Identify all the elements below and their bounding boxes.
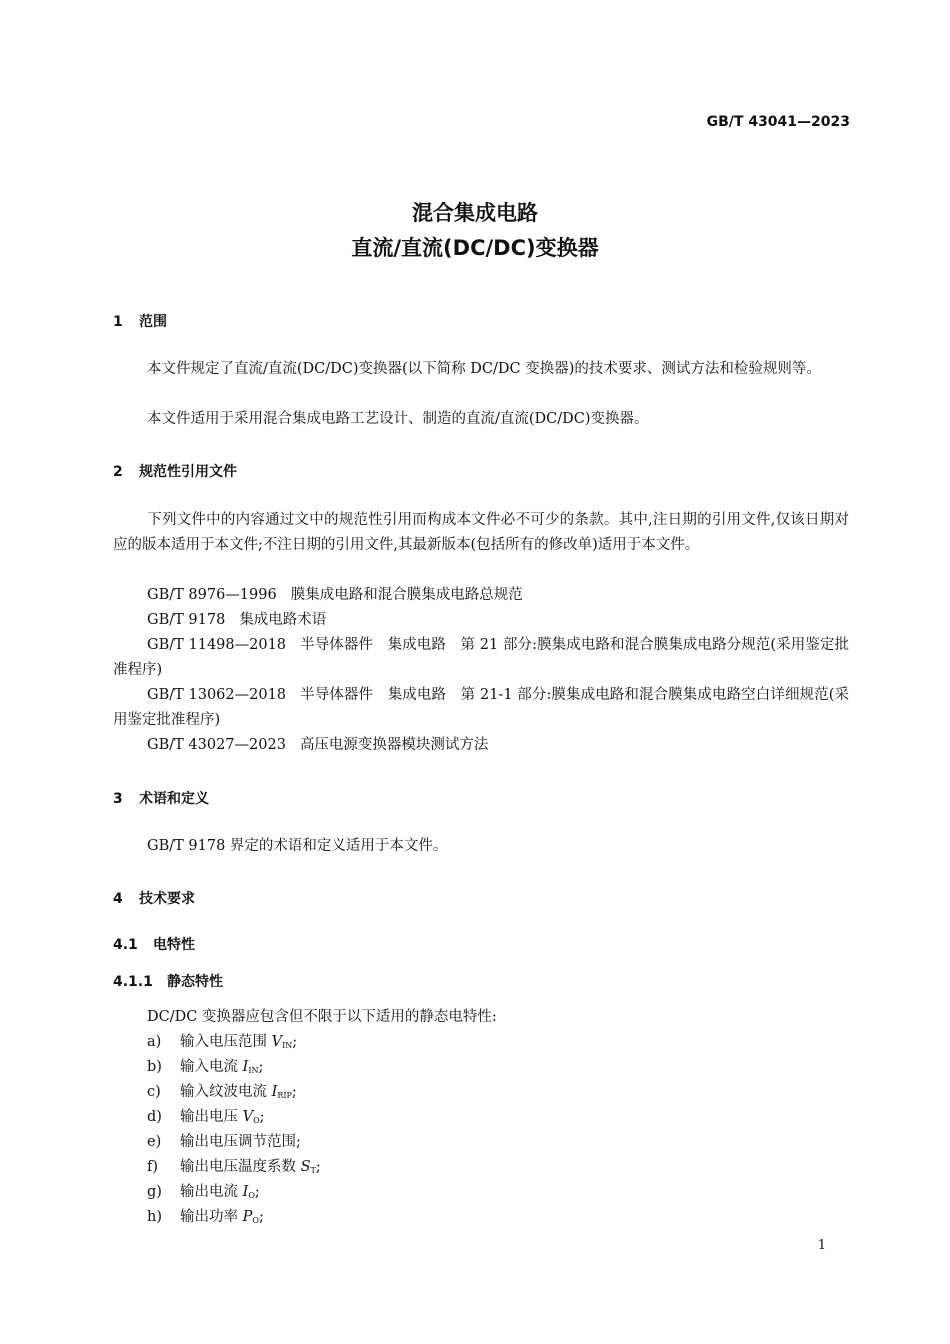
section-4-1-1-intro: DC/DC 变换器应包含但不限于以下适用的静态电特性: — [147, 1009, 497, 1025]
list-item: a) 输入电压范围 $V_{IN}$; — [147, 1034, 298, 1050]
section-number: 4 — [113, 891, 123, 907]
reference-item: GB/T 9178 集成电路术语 — [147, 612, 327, 628]
section-1-heading — [113, 311, 167, 331]
reference-item: GB/T 13062—2018 半导体器件 集成电路 第 21-1 部分:膜集成电路和混合膜集成电路空白详细规范(采用鉴定批准程序) — [113, 687, 849, 728]
list-item: g) 输出电流 $I_O$; — [147, 1184, 260, 1200]
section-number: 3 — [113, 791, 123, 807]
section-number: 2 — [113, 464, 123, 480]
section-2-heading — [113, 461, 237, 481]
section-1-paragraph-2: 本文件适用于采用混合集成电路工艺设计、制造的直流/直流(DC/DC)变换器。 — [147, 411, 649, 427]
section-3-text: GB/T 9178 界定的术语和定义适用于本文件。 — [147, 838, 448, 854]
section-title: 术语和定义 — [139, 791, 209, 807]
section-title: 技术要求 — [139, 891, 195, 907]
page-number: 1 — [817, 1238, 826, 1253]
section-title: 范围 — [139, 314, 167, 330]
title-line-2: 直流/直流(DC/DC)变换器 — [351, 236, 599, 260]
list-item: d) 输出电压 $V_O$; — [147, 1109, 265, 1125]
list-item: h) 输出功率 $P_O$; — [147, 1209, 264, 1225]
section-number: 4.1.1 — [113, 974, 153, 990]
list-item: c) 输入纹波电流 $I_{RIP}$; — [147, 1084, 297, 1100]
list-item: e) 输出电压调节范围; — [147, 1134, 301, 1150]
section-4-1-heading — [113, 934, 195, 954]
section-2-intro: 下列文件中的内容通过文中的规范性引用而构成本文件必不可少的条款。其中,注日期的引用文件,仅该日期对应的版本适用于本文件;不注日期的引用文件,其最新版本(包括所有的修改单)适用于本文件。 — [113, 512, 849, 553]
section-3-heading — [113, 788, 209, 808]
section-title: 规范性引用文件 — [139, 464, 237, 480]
document-code: GB/T 43041—2023 — [706, 114, 850, 130]
reference-item: GB/T 8976—1996 膜集成电路和混合膜集成电路总规范 — [147, 587, 523, 603]
section-title: 电特性 — [153, 937, 195, 953]
reference-item: GB/T 43027—2023 高压电源变换器模块测试方法 — [147, 737, 489, 753]
section-4-heading — [113, 888, 195, 908]
section-4-1-1-heading — [113, 971, 223, 991]
title-line-1: 混合集成电路 — [412, 201, 538, 225]
section-number: 1 — [113, 314, 123, 330]
section-title: 静态特性 — [167, 974, 223, 990]
section-number: 4.1 — [113, 937, 138, 953]
section-1-paragraph-1: 本文件规定了直流/直流(DC/DC)变换器(以下简称 DC/DC 变换器)的技术要求、测试方法和检验规则等。 — [147, 361, 821, 377]
list-item: f) 输出电压温度系数 $S_T$; — [147, 1159, 321, 1175]
list-item: b) 输入电流 $I_{IN}$; — [147, 1059, 264, 1075]
reference-item: GB/T 11498—2018 半导体器件 集成电路 第 21 部分:膜集成电路和混合膜集成电路分规范(采用鉴定批准程序) — [113, 637, 849, 678]
